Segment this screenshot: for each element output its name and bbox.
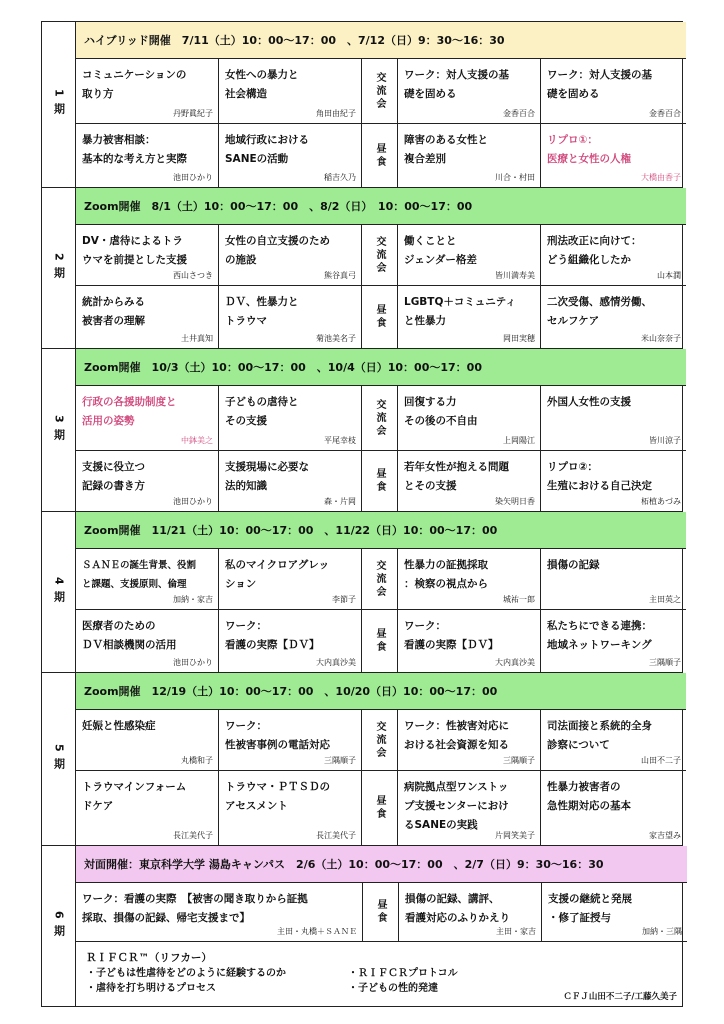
period-1 [42, 22, 682, 188]
period-header: Zoom開催 10/3（土）10：00〜17：00 、10/4（日）10：00〜17：00 [76, 349, 686, 386]
break-cell: 交流会 [362, 549, 398, 609]
period-2 [42, 188, 682, 349]
session-cell: LGBTQ＋コミュニティ と性暴力 岡田実穂 [398, 286, 541, 348]
break-cell: 昼食 [362, 771, 398, 845]
session-cell: 地域行政における SANEの活動 稲吉久乃 [219, 124, 362, 187]
session-row [76, 549, 686, 610]
break-cell: 昼食 [362, 610, 398, 672]
session-cell: 医療者のための ＤＶ相談機関の活用 池田ひかり [76, 610, 219, 672]
session-cell: 損傷の記録、講評、 看護対応のふりかえり 主田・家吉 [399, 883, 542, 941]
session-row [76, 710, 686, 771]
break-cell: 交流会 [362, 386, 398, 450]
session-cell: 刑法改正に向けて： どう組織化したか 山本潤 [547, 235, 681, 280]
session-cell: 性暴力の証拠採取 ：検察の視点から 城祐一郎 [398, 549, 541, 609]
session-cell: 女性への暴力と 社会構造 角田由紀子 [219, 59, 362, 123]
rifcr-title: ＲＩＦＣＲ™（リフカー） [86, 952, 212, 964]
session-cell: 回復する力 その後の不自由 上岡陽江 [398, 386, 541, 450]
session-cell-highlight: 行政の各援助制度と 活用の姿勢 中鉢美之 [76, 386, 219, 450]
rifcr-section [76, 942, 687, 1006]
session-cell: ワーク： 看護の実際【ＤＶ】 大内真沙美 [219, 610, 362, 672]
session-cell: ワーク： 性被害事例の電話対応 三隅順子 [219, 710, 362, 770]
period-label: 6期 [42, 846, 76, 1006]
session-cell: トラウマ・ＰＴＳＤの アセスメント 長江美代子 [219, 771, 362, 845]
break-cell: 交流会 [362, 710, 398, 770]
session-cell: ＳＡＮＥの誕生背景、役割 と課題、支援原則、倫理 加納・家吉 [76, 549, 219, 609]
session-cell: ワーク：看護の実際 【被害の聞き取りから証拠 採取、損傷の記録、帰宅支援まで】 主田・丸橋＋ＳＡＮＥ [76, 883, 363, 941]
session-cell: 女性の自立支援のため の施設 熊谷真弓 [219, 225, 362, 285]
session-cell: 支援現場に必要な 法的知識 森・片岡 [219, 451, 362, 511]
period-label: 3期 [42, 349, 76, 511]
session-cell: 統計からみる 被害者の理解 土井真知 [76, 286, 219, 348]
break-cell: 昼食 [362, 286, 398, 348]
break-cell: 昼食 [363, 883, 399, 941]
session-cell: 私のマイクロアグレッ ション 李節子 [219, 549, 362, 609]
period-label: 1期 [42, 22, 76, 187]
session-cell: 二次受傷、感情労働、 セルフケア 米山奈奈子 [547, 296, 681, 343]
period-5 [42, 673, 682, 846]
session-cell: 司法面接と系統的全身 診察について 山田不二子 [547, 720, 681, 765]
session-cell: 性暴力被害者の 急性期対応の基本 家吉望み [547, 781, 681, 840]
period-label: 2期 [42, 188, 76, 348]
session-row [76, 451, 686, 511]
session-cell: ワーク：対人支援の基 礎を固める 金香百合 [398, 59, 541, 123]
session-cell: 損傷の記録 主田英之 [547, 559, 681, 604]
period-3 [42, 349, 682, 512]
rifcr-item: ・子どもの性的発達 [348, 983, 438, 994]
session-row [76, 286, 686, 348]
session-cell: 支援の継続と発展 ・修了証授与 加納・三隅 [548, 893, 682, 936]
session-row [76, 386, 686, 451]
period-header: Zoom開催 8/1（土）10：00〜17：00 、8/2（日） 10：00〜17：00 [76, 188, 686, 225]
session-cell: 私たちにできる連携： 地域ネットワーキング 三隅順子 [547, 620, 681, 667]
rifcr-item: ・子どもは性虐待をどのように経験するのか [86, 968, 286, 979]
session-cell: 子どもの虐待と その支援 平尾幸枝 [219, 386, 362, 450]
session-cell: 若年女性が抱える問題 とその支援 染矢明日香 [398, 451, 541, 511]
break-cell: 交流会 [362, 59, 398, 123]
session-cell: DV・虐待によるトラ ウマを前提とした支援 西山さつき [76, 225, 219, 285]
period-label: 5期 [42, 673, 76, 845]
session-cell: 病院拠点型ワンストッ プ支援センターにおけ るSANEの実践 片岡笑美子 [398, 771, 541, 845]
period-label: 4期 [42, 512, 76, 672]
break-cell: 昼食 [362, 124, 398, 187]
session-row [76, 883, 687, 942]
session-cell: 支援に役立つ 記録の書き方 池田ひかり [76, 451, 219, 511]
session-cell-highlight: リプロ①： 医療と女性の人権 大橋由香子 [547, 134, 681, 182]
schedule-table [41, 21, 683, 1007]
session-cell: ＤＶ、性暴力と トラウマ 菊池美名子 [219, 286, 362, 348]
rifcr-item: ・ＲＩＦＣＲプロトコル [348, 968, 458, 979]
session-cell: 働くことと ジェンダー格差 皆川満寿美 [398, 225, 541, 285]
session-cell: 外国人女性の支援 皆川涼子 [547, 396, 681, 445]
rifcr-item: ・虐待を打ち明けるプロセス [86, 983, 216, 994]
period-6 [42, 846, 682, 1006]
period-header: 対面開催：東京科学大学 湯島キャンパス 2/6（土）10：00〜17：00 、2/7（日）9：30〜16：30 [76, 846, 687, 883]
session-cell: 妊娠と性感染症 丸橋和子 [76, 710, 219, 770]
session-row [76, 610, 686, 672]
session-cell: リプロ②： 生殖における自己決定 柘植あづみ [547, 461, 681, 506]
session-cell: ワーク：性被害対応に おける社会資源を知る 三隅順子 [398, 710, 541, 770]
session-cell: コミュニケーションの 取り方 丹野眞紀子 [76, 59, 219, 123]
session-cell: 障害のある女性と 複合差別 川合・村田 [398, 124, 541, 187]
session-cell: ワーク： 看護の実際【ＤＶ】 大内真沙美 [398, 610, 541, 672]
period-header: Zoom開催 11/21（土）10：00〜17：00 、11/22（日）10：00〜17：00 [76, 512, 686, 549]
session-cell: 暴力被害相談： 基本的な考え方と実際 池田ひかり [76, 124, 219, 187]
session-cell: ワーク：対人支援の基 礎を固める 金香百合 [547, 69, 681, 118]
session-row [76, 225, 686, 286]
session-cell: トラウマインフォーム ドケア 長江美代子 [76, 771, 219, 845]
session-row [76, 124, 686, 187]
break-cell: 昼食 [362, 451, 398, 511]
break-cell: 交流会 [362, 225, 398, 285]
session-row [76, 59, 686, 124]
session-row [76, 771, 686, 845]
period-header: Zoom開催 12/19（土）10：00〜17：00 、10/20（日）10：00〜17：00 [76, 673, 686, 710]
period-4 [42, 512, 682, 673]
credit: ＣＦＪ山田不二子/工藤久美子 [563, 992, 677, 1002]
session-row [76, 942, 687, 1006]
period-header: ハイブリッド開催 7/11（土）10：00〜17：00 、7/12（日）9：30〜16：30 [76, 22, 686, 59]
